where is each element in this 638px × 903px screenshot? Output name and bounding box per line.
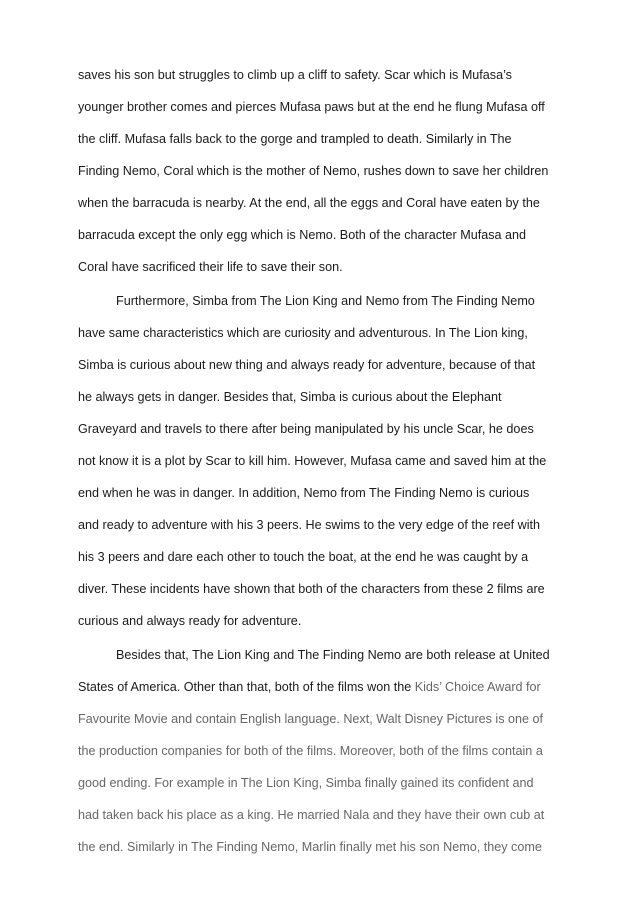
paragraph-1-line-1: saves his son but struggles to climb up a cliff to safety. Scar which is Mufasa’s [78, 68, 512, 82]
paragraph-1-line-6: barracuda except the only egg which is Nemo. Both of the character Mufasa and [78, 228, 527, 242]
paragraph-2-line-6: not know it is a plot by Scar to kill him. However, Mufasa came and saved him at the [78, 454, 547, 468]
paragraph-3-line-5: good ending. For example in The Lion King, Simba finally gained its confident and [78, 776, 534, 790]
paragraph-2-line-2: have same characteristics which are curiosity and adventurous. In The Lion king, [78, 326, 528, 340]
paragraph-3-line-3: Favourite Movie and contain English language. Next, Walt Disney Pictures is one of [78, 712, 544, 726]
paragraph-3-line-6: had taken back his place as a king. He married Nala and they have their own cub at [78, 808, 545, 822]
paragraph-2-line-10: diver. These incidents have shown that both of the characters from these 2 films are [78, 582, 545, 596]
paragraph-3-line-2-end: Kids’ Choice Award for [414, 680, 541, 694]
paragraph-1-line-5: when the barracuda is nearby. At the end, all the eggs and Coral have eaten by the [78, 196, 540, 210]
paragraph-2-line-4: he always gets in danger. Besides that, Simba is curious about the Elephant [78, 390, 502, 404]
paragraph-3-line-7: the end. Similarly in The Finding Nemo, Marlin finally met his son Nemo, they come [78, 840, 542, 854]
paragraph-2-line-9: his 3 peers and dare each other to touch the boat, at the end he was caught by a [78, 550, 529, 564]
paragraph-2-line-8: and ready to adventure with his 3 peers. He swims to the very edge of the reef with [78, 518, 541, 532]
paragraph-2-line-11: curious and always ready for adventure. [78, 614, 302, 628]
paragraph-3-line-4: the production companies for both of the films. Moreover, both of the films contain a [78, 744, 543, 758]
paragraph-2-line-5: Graveyard and travels to there after being manipulated by his uncle Scar, he does [78, 422, 534, 436]
paragraph-2-line-3: Simba is curious about new thing and always ready for adventure, because of that [78, 358, 536, 372]
paragraph-3-line-2-start: States of America. Other than that, both of the films won the [78, 680, 415, 694]
paragraph-1-line-7: Coral have sacrificed their life to save their son. [78, 260, 343, 274]
paragraph-1-line-4: Finding Nemo, Coral which is the mother of Nemo, rushes down to save her children [78, 164, 549, 178]
paragraph-2-line-1: Furthermore, Simba from The Lion King and Nemo from The Finding Nemo [116, 294, 535, 308]
paragraph-1-line-3: the cliff. Mufasa falls back to the gorge and trampled to death. Similarly in The [78, 132, 512, 146]
paragraph-1-line-2: younger brother comes and pierces Mufasa paws but at the end he flung Mufasa off [78, 100, 545, 114]
paragraph-3-line-2 [78, 678, 541, 696]
paragraph-3-line-1: Besides that, The Lion King and The Finding Nemo are both release at United [116, 648, 550, 662]
paragraph-2-line-7: end when he was in danger. In addition, Nemo from The Finding Nemo is curious [78, 486, 530, 500]
